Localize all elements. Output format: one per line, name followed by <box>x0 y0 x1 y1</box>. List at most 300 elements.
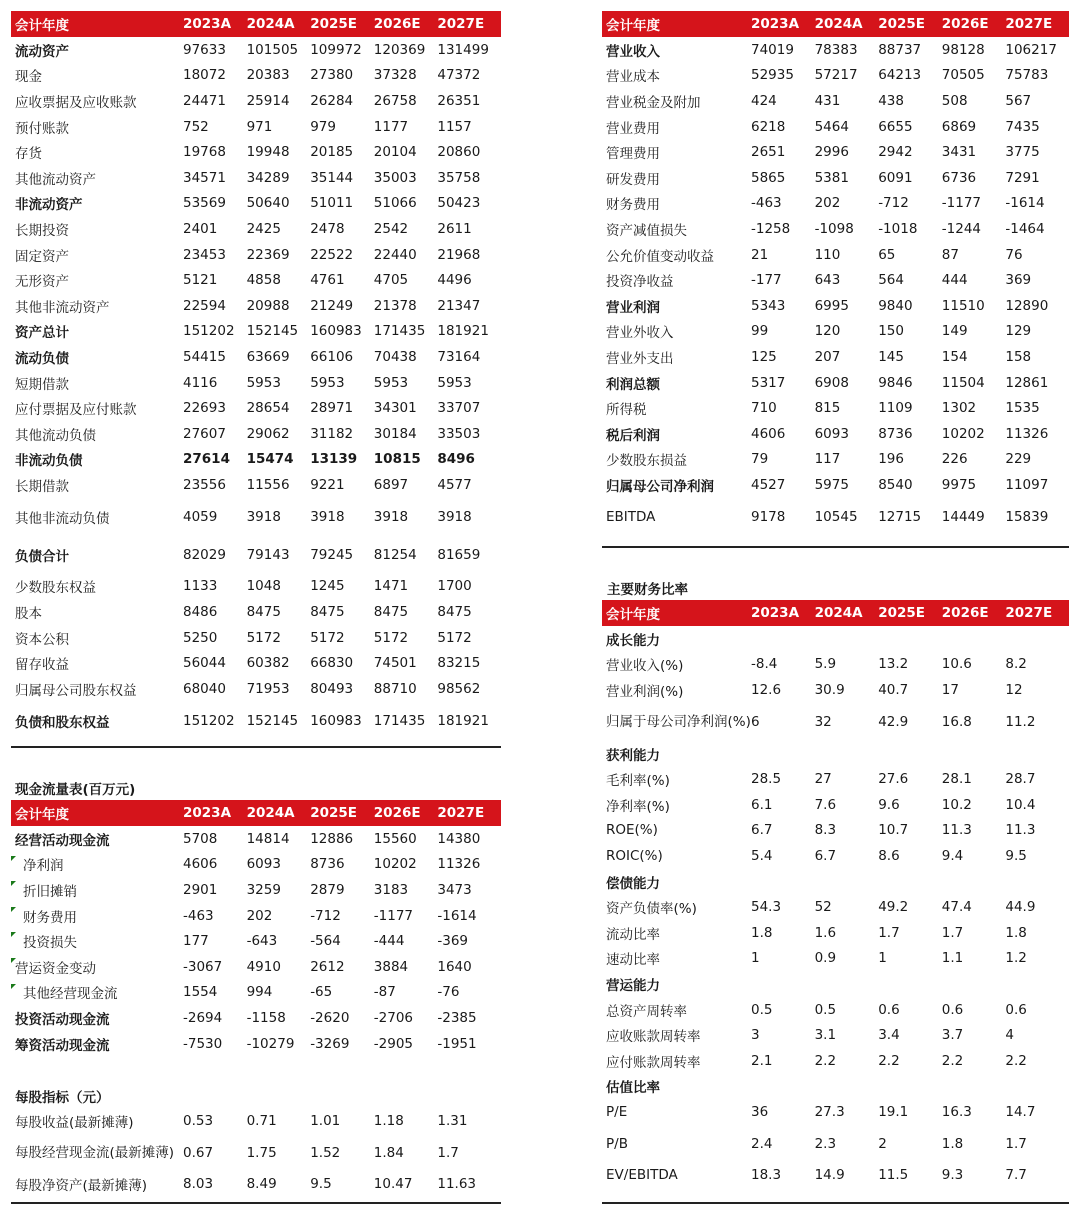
row-label: 税后利润 <box>606 427 660 444</box>
header-year: 2025E <box>310 805 357 821</box>
row-marker-icon <box>11 958 16 963</box>
cell-value: 20383 <box>246 67 290 84</box>
cell-value: 12.6 <box>751 681 782 698</box>
cell-value: 88737 <box>878 41 922 58</box>
row-label: 折旧摊销 <box>23 883 77 900</box>
cell-value: 8540 <box>878 476 913 493</box>
row-label: 股本 <box>15 606 42 623</box>
cell-value: 11.3 <box>1005 822 1036 839</box>
table-row <box>11 928 501 954</box>
table-row <box>11 267 501 293</box>
cell-value: 11510 <box>941 297 985 314</box>
section-heading <box>602 626 1069 652</box>
cashflow-table <box>11 800 501 1056</box>
table-row <box>11 216 501 242</box>
table-row <box>602 652 1069 678</box>
ratios-table <box>602 600 1069 1188</box>
cell-value: 1700 <box>437 578 472 595</box>
cell-value: 81659 <box>437 546 481 563</box>
cell-value: -1614 <box>437 907 477 924</box>
cell-value: -463 <box>751 195 782 212</box>
row-label: 资本公积 <box>15 631 69 648</box>
cell-value: 564 <box>878 272 904 289</box>
row-label: 营运资金变动 <box>15 960 96 977</box>
cell-value: 2942 <box>878 144 913 161</box>
row-label: 留存收益 <box>15 657 69 674</box>
cell-value: 177 <box>183 933 209 950</box>
cell-value: 10.4 <box>1005 796 1036 813</box>
cell-value: 66106 <box>310 348 354 365</box>
table-row <box>602 498 1069 536</box>
row-label: 其他非流动负债 <box>15 510 110 527</box>
cell-value: 8.3 <box>814 822 837 839</box>
row-label: 归属于母公司净利润(%) <box>606 713 751 730</box>
row-label: 营业费用 <box>606 120 660 137</box>
table-row <box>602 677 1069 703</box>
cell-value: 5381 <box>814 169 849 186</box>
table-row <box>602 1022 1069 1048</box>
cell-value: 4577 <box>437 476 472 493</box>
cell-value: 125 <box>751 348 777 365</box>
row-label: 负债和股东权益 <box>15 714 110 731</box>
cell-value: 82029 <box>183 546 226 563</box>
cell-value: 63669 <box>246 348 290 365</box>
cell-value: 20185 <box>310 144 354 161</box>
cell-value: 11326 <box>1005 425 1049 442</box>
row-label: 其他流动负债 <box>15 427 96 444</box>
table-row <box>11 599 501 625</box>
cell-value: 101505 <box>246 41 299 58</box>
cell-value: -1244 <box>941 220 982 237</box>
cell-value: 6869 <box>941 118 977 135</box>
cell-value: 76 <box>1005 246 1023 263</box>
table-row <box>602 1125 1069 1163</box>
cell-value: 0.53 <box>183 1112 214 1129</box>
cell-value: 3 <box>751 1027 760 1044</box>
cell-value: 20860 <box>437 144 481 161</box>
cell-value: 15474 <box>246 451 294 468</box>
table-row <box>602 63 1069 89</box>
cell-value: 33707 <box>437 400 481 417</box>
cell-value: -712 <box>310 907 341 924</box>
cell-value: 35758 <box>437 169 481 186</box>
cell-value: 8736 <box>878 425 913 442</box>
cell-value: 21347 <box>437 297 481 314</box>
cell-value: 3183 <box>373 881 409 898</box>
table-row <box>11 954 501 980</box>
cell-value: 1.8 <box>751 924 773 941</box>
table-row <box>602 946 1069 972</box>
cell-value: 2.2 <box>814 1052 837 1069</box>
table-row <box>11 852 501 878</box>
cell-value: 79245 <box>310 546 354 563</box>
table-row <box>11 1172 501 1198</box>
table-row <box>11 826 501 852</box>
cell-value: 110 <box>814 246 841 263</box>
cell-value: 19948 <box>246 144 290 161</box>
cell-value: 9846 <box>878 374 913 391</box>
table-row <box>602 843 1069 869</box>
cell-value: 6995 <box>814 297 849 314</box>
header-label: 会计年度 <box>15 18 69 34</box>
cell-value: 36 <box>751 1103 769 1120</box>
cell-value: 369 <box>1005 272 1032 289</box>
cell-value: 51066 <box>373 195 417 212</box>
cell-value: 71953 <box>246 680 290 697</box>
cell-value: 80493 <box>310 680 354 697</box>
cell-value: 1.8 <box>941 1135 964 1152</box>
cell-value: 18.3 <box>751 1167 782 1184</box>
section-heading <box>602 741 1069 767</box>
header-year: 2024A <box>814 16 863 32</box>
row-label: 营运能力 <box>606 977 660 994</box>
header-year: 2026E <box>373 805 421 821</box>
cell-value: 1.1 <box>941 950 964 967</box>
cell-value: 444 <box>941 272 968 289</box>
cell-value: 26758 <box>373 92 417 109</box>
row-label: 经营活动现金流 <box>15 832 110 849</box>
header-year: 2023A <box>751 605 800 621</box>
cell-value: 145 <box>878 348 904 365</box>
header-year: 2023A <box>183 805 232 821</box>
cell-value: 20988 <box>246 297 290 314</box>
cell-value: 2542 <box>373 220 409 237</box>
cell-value: 151202 <box>183 323 235 340</box>
cell-value: 64213 <box>878 67 922 84</box>
table-row <box>11 980 501 1006</box>
cell-value: 10.47 <box>373 1176 413 1193</box>
table-row <box>11 395 501 421</box>
cell-value: 8.6 <box>878 847 900 864</box>
cell-value: 1.7 <box>878 924 900 941</box>
cell-value: 4059 <box>183 508 218 525</box>
cell-value: 21 <box>751 246 769 263</box>
cell-value: 152145 <box>246 323 299 340</box>
row-marker-icon <box>11 881 16 886</box>
cell-value: 12715 <box>878 508 922 525</box>
cell-value: 6736 <box>941 169 977 186</box>
row-label: 应收票据及应收账款 <box>15 94 137 111</box>
row-label: 研发费用 <box>606 171 660 188</box>
cell-value: 18072 <box>183 67 226 84</box>
cell-value: 19.1 <box>878 1103 909 1120</box>
header-year: 2024A <box>246 805 295 821</box>
cell-value: 2.1 <box>751 1052 773 1069</box>
table-row <box>602 818 1069 844</box>
pershare-table <box>11 1108 501 1197</box>
table-row <box>602 766 1069 792</box>
row-label: 其他流动资产 <box>15 171 96 188</box>
row-label: 应付账款周转率 <box>606 1054 701 1071</box>
row-label: 非流动负债 <box>15 453 83 470</box>
cell-value: 35144 <box>310 169 354 186</box>
cell-value: 643 <box>814 272 841 289</box>
cell-value: 1.7 <box>1005 1135 1027 1152</box>
cell-value: 508 <box>941 92 968 109</box>
row-label: 营业利润(%) <box>606 683 684 700</box>
table-row <box>11 114 501 140</box>
cell-value: 1.7 <box>941 924 964 941</box>
cell-value: -3067 <box>183 958 223 975</box>
cell-value: 129 <box>1005 323 1032 340</box>
cell-value: 2.2 <box>878 1052 900 1069</box>
table-row <box>11 650 501 676</box>
cell-value: 2478 <box>310 220 345 237</box>
cell-value: 34571 <box>183 169 226 186</box>
cell-value: 10.7 <box>878 822 909 839</box>
cell-value: 567 <box>1005 92 1032 109</box>
cell-value: 9178 <box>751 508 786 525</box>
cell-value: 117 <box>814 451 841 468</box>
header-label: 会计年度 <box>606 607 660 623</box>
header-year: 2023A <box>183 16 232 32</box>
cell-value: -1177 <box>941 195 982 212</box>
cell-value: 12886 <box>310 830 354 847</box>
cell-value: 28971 <box>310 400 354 417</box>
table-row <box>602 1163 1069 1189</box>
cell-value: 1554 <box>183 984 218 1001</box>
cell-value: 5953 <box>310 374 345 391</box>
table-row <box>11 63 501 89</box>
cell-value: 5464 <box>814 118 849 135</box>
row-label: 资产负债率(%) <box>606 901 697 918</box>
cell-value: 2879 <box>310 881 345 898</box>
cell-value: 2996 <box>814 144 849 161</box>
cell-value: 79 <box>751 451 769 468</box>
cell-value: 158 <box>1005 348 1032 365</box>
cell-value: 27614 <box>183 451 230 468</box>
cell-value: 11556 <box>246 476 290 493</box>
cell-value: -463 <box>183 907 214 924</box>
cell-value: 8475 <box>437 604 472 621</box>
cell-value: 8.2 <box>1005 656 1027 673</box>
cell-value: 1640 <box>437 958 472 975</box>
table-row <box>602 1099 1069 1125</box>
cell-value: 1 <box>751 950 760 967</box>
cell-value: 74019 <box>751 41 794 58</box>
cell-value: 5172 <box>246 629 281 646</box>
cell-value: 202 <box>814 195 841 212</box>
cell-value: 21968 <box>437 246 481 263</box>
cell-value: -1614 <box>1005 195 1045 212</box>
cell-value: 2.2 <box>941 1052 964 1069</box>
cell-value: 8.03 <box>183 1176 214 1193</box>
cell-value: 0.5 <box>751 1001 773 1018</box>
cell-value: 40.7 <box>878 681 909 698</box>
cell-value: 14814 <box>246 830 290 847</box>
table-row <box>11 447 501 473</box>
table-row <box>11 702 501 740</box>
cell-value: 50640 <box>246 195 290 212</box>
cell-value: 5172 <box>437 629 472 646</box>
table-row <box>602 395 1069 421</box>
cell-value: 28.1 <box>941 771 972 788</box>
cell-value: -1098 <box>814 220 854 237</box>
cell-value: 98562 <box>437 680 481 697</box>
row-label: ROIC(%) <box>606 847 663 864</box>
cell-value: 3884 <box>373 958 409 975</box>
cell-value: 2425 <box>246 220 281 237</box>
cell-value: 24471 <box>183 92 226 109</box>
cell-value: 9840 <box>878 297 913 314</box>
cell-value: -8.4 <box>751 656 778 673</box>
cell-value: 171435 <box>373 712 426 729</box>
cell-value: 52935 <box>751 67 794 84</box>
cell-value: 154 <box>941 348 968 365</box>
cell-value: 47372 <box>437 67 481 84</box>
header-year: 2027E <box>437 805 485 821</box>
cell-value: 1 <box>878 950 887 967</box>
row-label: 营业成本 <box>606 69 660 86</box>
cell-value: 2.4 <box>751 1135 773 1152</box>
row-label: 少数股东损益 <box>606 453 687 470</box>
row-label: 归属母公司股东权益 <box>15 682 137 699</box>
cell-value: 35003 <box>373 169 417 186</box>
cell-value: 31182 <box>310 425 354 442</box>
cell-value: 11504 <box>941 374 985 391</box>
cell-value: -87 <box>373 984 396 1001</box>
cell-value: 1.6 <box>814 924 837 941</box>
cell-value: 27380 <box>310 67 354 84</box>
cell-value: 9.5 <box>1005 847 1027 864</box>
cell-value: 42.9 <box>878 713 909 730</box>
cell-value: 98128 <box>941 41 985 58</box>
table-row <box>11 498 501 536</box>
table-row <box>11 574 501 600</box>
row-label: 营业收入(%) <box>606 658 684 675</box>
row-label: 其他非流动资产 <box>15 299 110 316</box>
cell-value: 22440 <box>373 246 417 263</box>
table-row <box>11 88 501 114</box>
table-row <box>11 536 501 574</box>
table-row <box>11 242 501 268</box>
cell-value: 15839 <box>1005 508 1049 525</box>
cell-value: 34289 <box>246 169 290 186</box>
cell-value: 1048 <box>246 578 281 595</box>
table-row <box>11 191 501 217</box>
cell-value: 4858 <box>246 272 281 289</box>
cell-value: 79143 <box>246 546 290 563</box>
header-year: 2026E <box>941 605 989 621</box>
cell-value: 9.4 <box>941 847 964 864</box>
cell-value: 28.7 <box>1005 771 1036 788</box>
row-label: 总资产周转率 <box>606 1003 687 1020</box>
cell-value: 9975 <box>941 476 977 493</box>
cell-value: 160983 <box>310 712 362 729</box>
cell-value: -369 <box>437 933 469 950</box>
cell-value: 27.3 <box>814 1103 845 1120</box>
row-label: 预付账款 <box>15 120 69 137</box>
table-row <box>602 421 1069 447</box>
cell-value: -65 <box>310 984 333 1001</box>
cell-value: 2.2 <box>1005 1052 1027 1069</box>
row-label: 应付票据及应付账款 <box>15 402 137 419</box>
row-label: EV/EBITDA <box>606 1167 678 1184</box>
cell-value: 78383 <box>814 41 858 58</box>
cell-value: 88710 <box>373 680 417 697</box>
table-row <box>602 703 1069 741</box>
table-row <box>11 877 501 903</box>
row-label: 财务费用 <box>606 197 660 214</box>
row-label: 估值比率 <box>606 1080 660 1097</box>
row-label: 营业外支出 <box>606 350 674 367</box>
cell-value: 1.8 <box>1005 924 1027 941</box>
cell-value: 33503 <box>437 425 481 442</box>
table-row <box>602 216 1069 242</box>
cell-value: 7.7 <box>1005 1167 1027 1184</box>
table-row <box>11 1005 501 1031</box>
cell-value: -2905 <box>373 1035 414 1052</box>
cell-value: 438 <box>878 92 904 109</box>
cell-value: 1177 <box>373 118 409 135</box>
cell-value: -2694 <box>183 1009 223 1026</box>
row-label: 管理费用 <box>606 146 660 163</box>
table-row <box>11 625 501 651</box>
row-label: 公允价值变动收益 <box>606 248 714 265</box>
cell-value: 2901 <box>183 881 218 898</box>
row-label: 现金 <box>15 69 42 86</box>
row-label: 营业外收入 <box>606 325 674 342</box>
cell-value: 14449 <box>941 508 985 525</box>
cell-value: 4606 <box>751 425 786 442</box>
cell-value: 11.3 <box>941 822 972 839</box>
cell-value: 752 <box>183 118 209 135</box>
cell-value: 65 <box>878 246 896 263</box>
row-label: 应收账款周转率 <box>606 1029 701 1046</box>
cell-value: -1464 <box>1005 220 1045 237</box>
table-row <box>602 114 1069 140</box>
header-label: 会计年度 <box>606 18 660 34</box>
cell-value: 19768 <box>183 144 226 161</box>
table-row <box>602 191 1069 217</box>
cell-value: 6.7 <box>814 847 837 864</box>
table-row <box>602 447 1069 473</box>
row-label: 流动负债 <box>15 350 69 367</box>
header-year: 2025E <box>878 605 925 621</box>
table-row <box>11 37 501 63</box>
cell-value: 60382 <box>246 655 290 672</box>
cell-value: 979 <box>310 118 336 135</box>
table-header-row <box>11 800 501 826</box>
cell-value: 14.7 <box>1005 1103 1036 1120</box>
header-year: 2024A <box>814 605 863 621</box>
cell-value: 12861 <box>1005 374 1049 391</box>
cell-value: 22693 <box>183 400 226 417</box>
cell-value: 6 <box>751 713 760 730</box>
cell-value: 120 <box>814 323 841 340</box>
cell-value: 2612 <box>310 958 345 975</box>
cell-value: 34301 <box>373 400 417 417</box>
row-label: 投资净收益 <box>606 274 674 291</box>
cell-value: 97633 <box>183 41 226 58</box>
cell-value: 8475 <box>246 604 281 621</box>
cell-value: 5250 <box>183 629 218 646</box>
cell-value: 75783 <box>1005 67 1049 84</box>
table-row <box>602 242 1069 268</box>
cell-value: 28.5 <box>751 771 782 788</box>
cell-value: 1109 <box>878 400 913 417</box>
table-row <box>11 319 501 345</box>
cell-value: 1.18 <box>373 1112 404 1129</box>
cell-value: 50423 <box>437 195 481 212</box>
cell-value: 11326 <box>437 856 481 873</box>
cell-value: 22522 <box>310 246 354 263</box>
cell-value: 22369 <box>246 246 290 263</box>
cell-value: 49.2 <box>878 899 909 916</box>
header-year: 2026E <box>941 16 989 32</box>
table-row <box>602 920 1069 946</box>
cell-value: 3.7 <box>941 1027 964 1044</box>
